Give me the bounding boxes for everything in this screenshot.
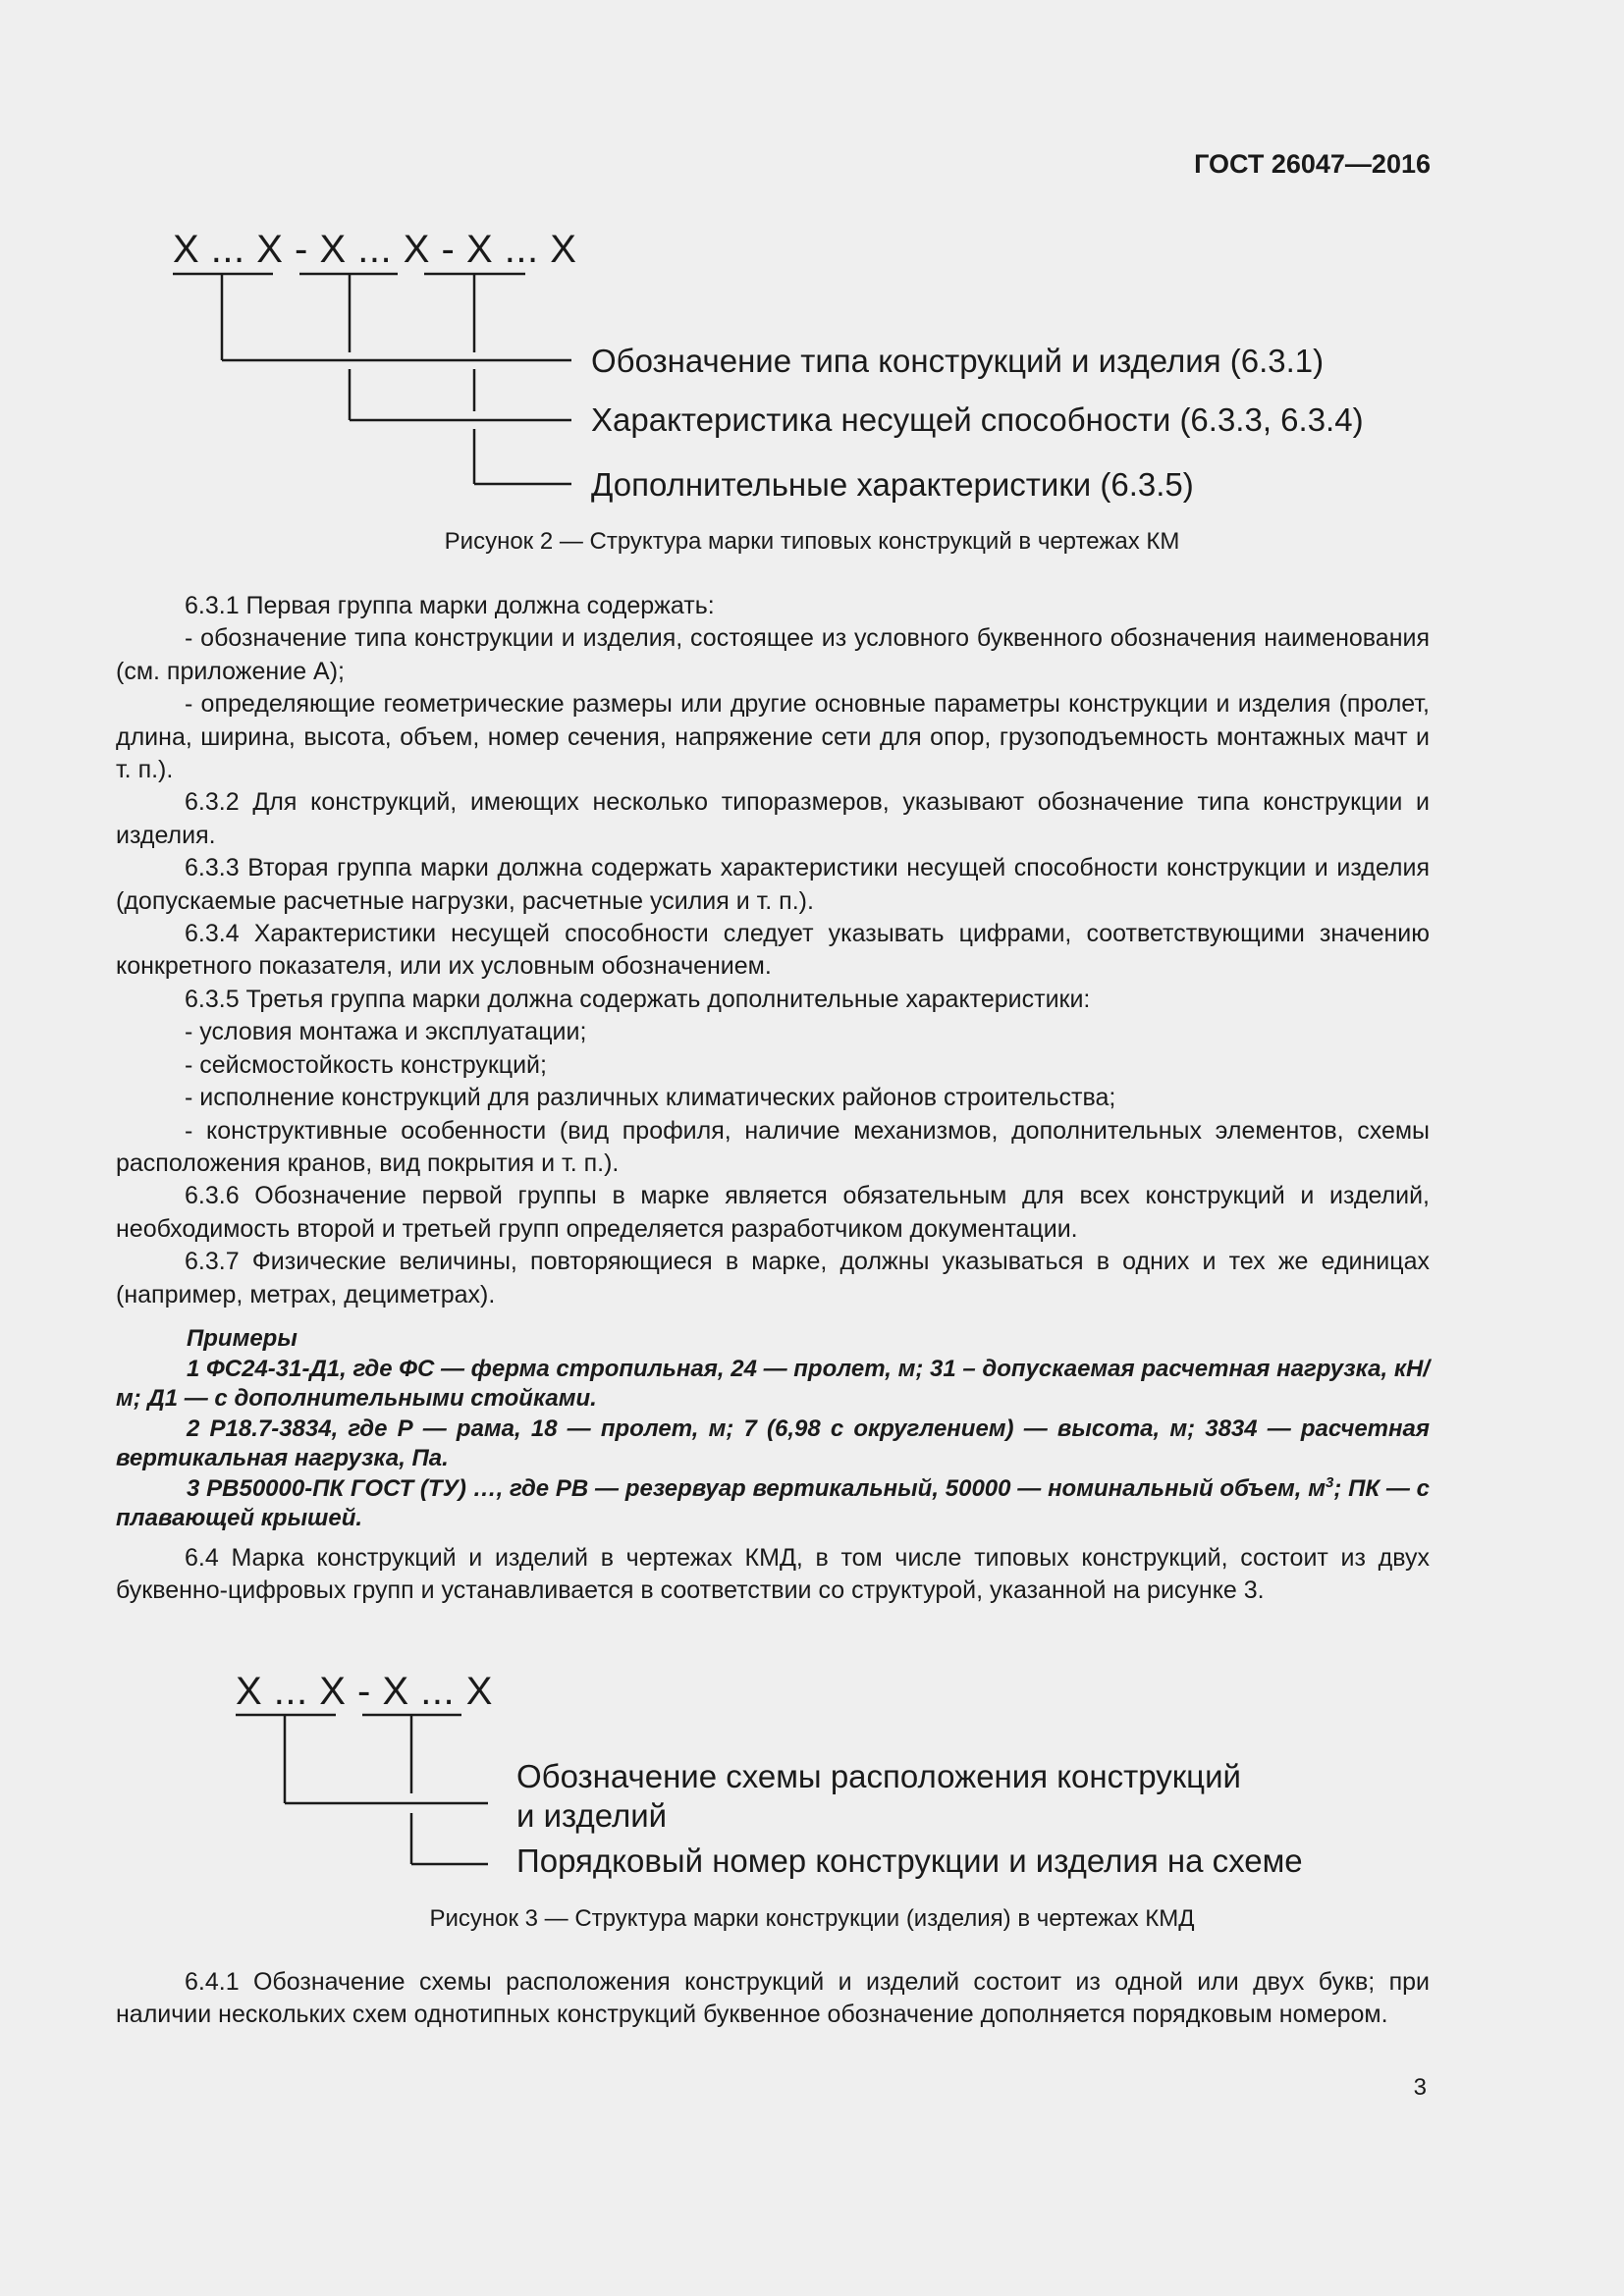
figure-2-label-type: Обозначение типа конструкций и изделия (6.3.1) xyxy=(591,343,1325,379)
document-code: ГОСТ 26047—2016 xyxy=(1194,149,1431,179)
paragraph: 6.3.7 Физические величины, повторяющиеся в марке, должны указываться в одних и тех же единицах (например, метрах, дециметрах). xyxy=(116,1248,1430,1308)
paragraph: 6.3.6 Обозначение первой группы в марке является обязательным для всех конструкций и изделий, необходимость второй и третьей групп определяется разработчиком документации. xyxy=(116,1182,1430,1243)
paragraph: - сейсмостойкость конструкций; xyxy=(185,1050,547,1079)
example-item: 2 Р18.7-3834, где Р — рама, 18 — пролет, м; 7 (6,98 с округлением) — высота, м; 3834 — расчетная вертикальная нагрузка, Па. xyxy=(116,1415,1430,1471)
paragraph: - условия монтажа и эксплуатации; xyxy=(185,1018,587,1046)
figure-2-label-capacity: Характеристика несущей способности (6.3.3, 6.3.4) xyxy=(591,401,1364,438)
figure-3-label-scheme-cont: и изделий xyxy=(516,1797,668,1834)
paragraph: - исполнение конструкций для различных климатических районов строительства; xyxy=(185,1084,1116,1112)
paragraph: - конструктивные особенности (вид профиля, наличие механизмов, дополнительных элементов, схемы расположения кранов, вид покрытия и т. п.). xyxy=(116,1116,1430,1177)
paragraph: 6.3.2 Для конструкций, имеющих несколько типоразмеров, указывают обозначение типа конструкции и изделия. xyxy=(116,788,1430,849)
paragraph: 6.3.3 Вторая группа марки должна содержать характеристики несущей способности конструкции и изделия (допускаемые расчетные нагрузки, расчетные усилия и т. п.). xyxy=(116,854,1430,915)
paragraph: 6.3.4 Характеристики несущей способности следует указывать цифрами, соответствующими значению конкретного показателя, или их условным обозначением. xyxy=(116,920,1430,981)
example-item: 1 ФС24-31-Д1, где ФС — ферма стропильная, 24 — пролет, м; 31 – допускаемая расчетная нагрузка, кН/м; Д1 — с дополнительными стойками. xyxy=(116,1355,1430,1412)
section-6-4-1-text xyxy=(116,1966,1430,2032)
figure-3-label-number: Порядковый номер конструкции и изделия на схеме xyxy=(516,1842,1303,1879)
figure-3-caption: Рисунок 3 — Структура марки конструкции (изделия) в чертежах КМД xyxy=(429,1905,1195,1932)
paragraph: - определяющие геометрические размеры или другие основные параметры конструкции и изделия (пролет, длина, ширина, высота, объем, номер сечения, напряжение сети для опор, грузоподъемность монтажных мачт и т. п.). xyxy=(116,690,1430,784)
figure-3-label-scheme: Обозначение схемы расположения конструкций xyxy=(516,1758,1241,1794)
figure-2-mark: X ... X - X ... X - X ... X xyxy=(173,228,577,271)
figure-3-mark: X ... X - X ... X xyxy=(236,1670,493,1713)
paragraph: 6.3.5 Третья группа марки должна содержать дополнительные характеристики: xyxy=(185,985,1091,1013)
example-item: 3 РВ50000-ПК ГОСТ (ТУ) …, где РВ — резервуар вертикальный, 50000 — номинальный объем, $м^3$; ПК — с плавающей крышей. xyxy=(116,1473,1431,1531)
figure-2-label-additional: Дополнительные характеристики (6.3.5) xyxy=(591,466,1194,503)
superscript: 3 xyxy=(1325,1473,1334,1491)
figure-2-caption: Рисунок 2 — Структура марки типовых конструкций в чертежах КМ xyxy=(444,528,1180,555)
paragraph: 6.3.1 Первая группа марки должна содержать: xyxy=(185,592,715,619)
examples-heading: Примеры xyxy=(187,1325,298,1352)
paragraph: 6.4 Марка конструкций и изделий в чертежах КМД, в том числе типовых конструкций, состоит из двух буквенно-цифровых групп и устанавливается в соответствии со структурой, указанной на рисунке 3. xyxy=(116,1544,1430,1605)
paragraph: - обозначение типа конструкции и изделия, состоящее из условного буквенного обозначения наименования (см. приложение А); xyxy=(116,624,1430,685)
paragraph: 6.4.1 Обозначение схемы расположения конструкций и изделий состоит из одной или двух букв; при наличии нескольких схем однотипных конструкций буквенное обозначение дополняется порядковым номером. xyxy=(116,1968,1430,2029)
page-number: 3 xyxy=(1413,2074,1427,2101)
